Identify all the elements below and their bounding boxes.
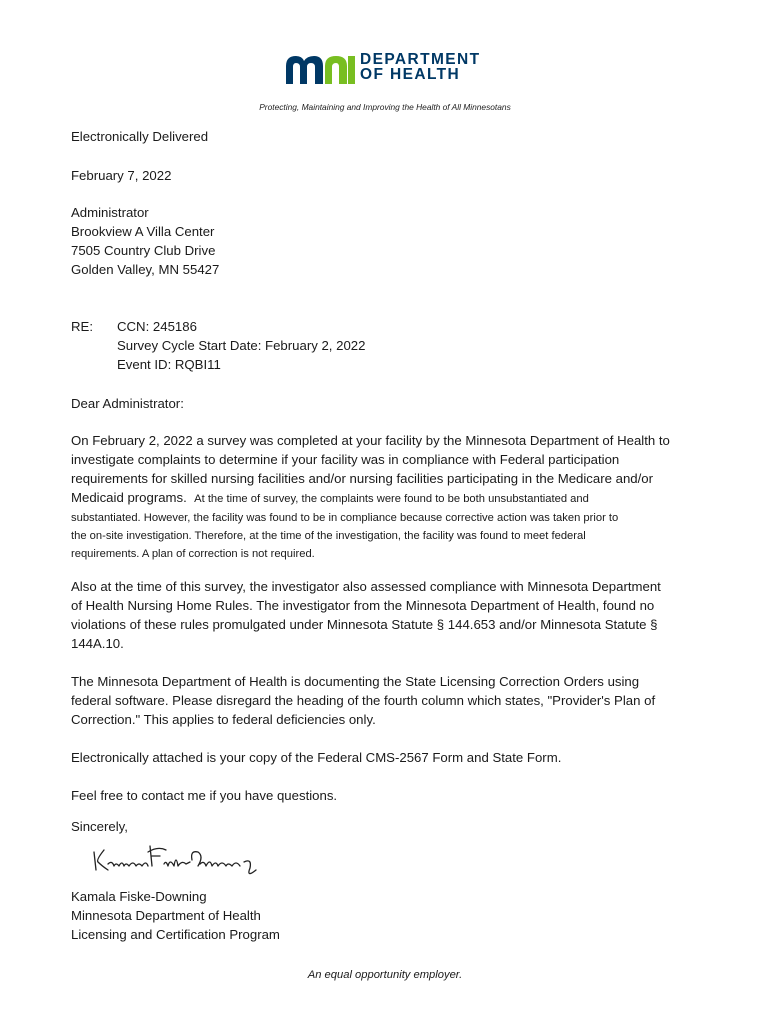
closing: Sincerely,	[71, 819, 128, 834]
para-line: investigate complaints to determine if your facility was in compliance with Federal participation	[71, 452, 620, 467]
para-line-small: requirements. A plan of correction is not required.	[71, 548, 315, 560]
tagline: Protecting, Maintaining and Improving the Health of All Minnesotans	[259, 102, 511, 112]
para-line: On February 2, 2022 a survey was completed at your facility by the Minnesota Department of Health to	[71, 433, 670, 448]
paragraph-survey	[71, 431, 711, 563]
para-line: Correction." This applies to federal deficiencies only.	[71, 712, 376, 727]
address-line: 7505 Country Club Drive	[71, 243, 216, 258]
signer-name: Kamala Fiske-Downing	[71, 889, 207, 904]
signer-program: Licensing and Certification Program	[71, 927, 280, 942]
para-line-small: At the time of survey, the complaints were found to be both unsubstantiated and	[194, 493, 589, 505]
paragraph-attachment: Electronically attached is your copy of the Federal CMS-2567 Form and State Form.	[71, 750, 562, 765]
re-line-event-id: Event ID: RQBI11	[117, 357, 221, 372]
para-line: Also at the time of this survey, the investigator also assessed compliance with Minnesota Department	[71, 579, 661, 594]
address-line: Administrator	[71, 205, 149, 220]
handwritten-signature	[86, 840, 266, 882]
re-line-ccn: CCN: 245186	[117, 319, 197, 334]
para-line: requirements for skilled nursing facilities and/or nursing facilities participating in the Medicare and/or	[71, 471, 654, 486]
para-line: federal software. Please disregard the heading of the fourth column which states, "Provider's Plan of	[71, 693, 656, 708]
para-line-small: substantiated. However, the facility was found to be in compliance because corrective action was taken prior to	[71, 512, 619, 524]
para-line: 144A.10.	[71, 636, 124, 651]
mn-logo-mark-icon	[284, 52, 356, 84]
re-line-survey-date: Survey Cycle Start Date: February 2, 2022	[117, 338, 366, 353]
para-line: The Minnesota Department of Health is documenting the State Licensing Correction Orders using	[71, 674, 640, 689]
logo-line-department: DEPARTMENT	[360, 51, 481, 68]
mdh-logo	[284, 52, 494, 88]
footer-equal-opportunity: An equal opportunity employer.	[307, 969, 463, 981]
re-label: RE:	[71, 319, 93, 334]
re-block	[117, 317, 365, 374]
letter-date: February 7, 2022	[71, 168, 172, 183]
paragraph-contact: Feel free to contact me if you have questions.	[71, 788, 338, 803]
paragraph-state-rules	[71, 577, 711, 653]
address-line: Brookview A Villa Center	[71, 224, 215, 239]
signer-organization: Minnesota Department of Health	[71, 908, 261, 923]
salutation: Dear Administrator:	[71, 396, 184, 411]
para-line: of Health Nursing Home Rules. The investigator from the Minnesota Department of Health, found no	[71, 598, 655, 613]
address-line: Golden Valley, MN 55427	[71, 262, 220, 277]
para-line-small: the on-site investigation. Therefore, at the time of the investigation, the facility was found to meet federal	[71, 530, 586, 542]
delivery-note: Electronically Delivered	[71, 129, 209, 144]
paragraph-correction-orders	[71, 672, 711, 729]
para-line: violations of these rules promulgated under Minnesota Statute § 144.653 and/or Minnesota Statute §	[71, 617, 658, 632]
logo-line-of-health: OF HEALTH	[360, 66, 461, 83]
para-line: Medicaid programs.	[71, 490, 187, 505]
